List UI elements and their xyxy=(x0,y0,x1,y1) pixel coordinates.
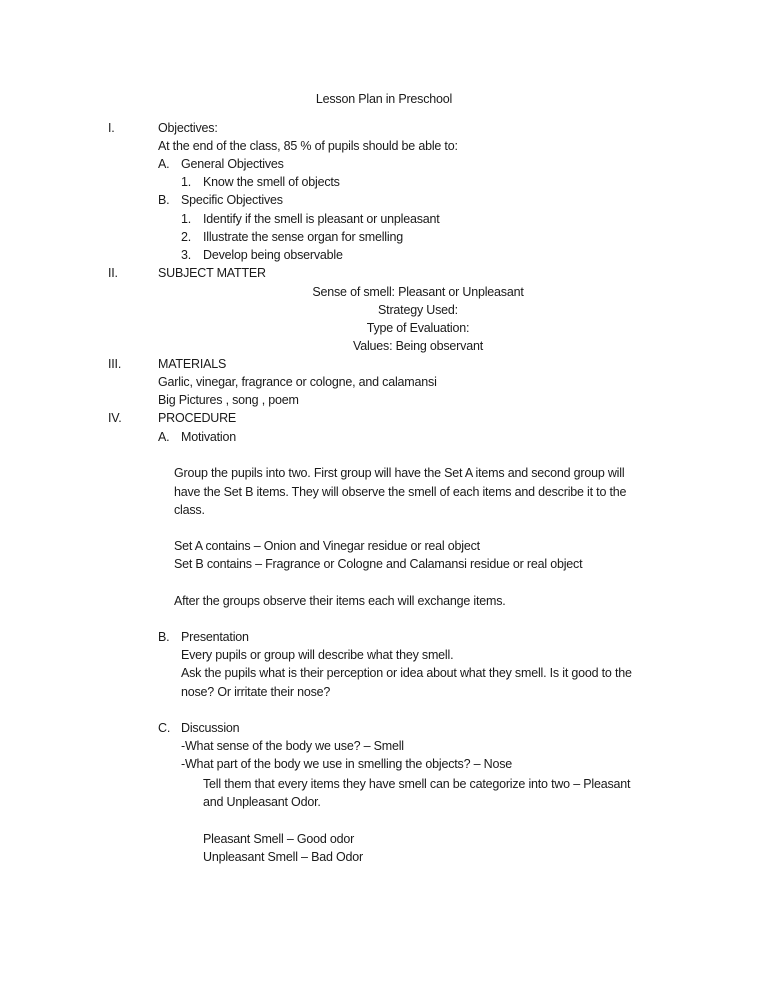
discussion-line: Unpleasant Smell – Bad Odor xyxy=(203,850,363,864)
section-heading-procedure: PROCEDURE xyxy=(158,411,237,425)
discussion-line: and Unpleasant Odor. xyxy=(203,795,321,809)
objectives-intro: At the end of the class, 85 % of pupils should be able to: xyxy=(158,139,458,153)
motivation-line: Set B contains – Fragrance or Cologne and Calamansi residue or real object xyxy=(174,557,583,571)
list-item: Illustrate the sense organ for smelling xyxy=(203,230,403,244)
motivation-heading: Motivation xyxy=(181,430,236,444)
general-objectives-heading: General Objectives xyxy=(181,157,284,171)
discussion-line: -What part of the body we use in smelling the objects? – Nose xyxy=(181,757,513,771)
section-heading-subject-matter: SUBJECT MATTER xyxy=(158,266,266,280)
list-item: Develop being observable xyxy=(203,248,343,262)
subject-line: Type of Evaluation: xyxy=(366,321,470,335)
subject-line: Sense of smell: Pleasant or Unpleasant xyxy=(312,285,524,299)
subsection-label: A. xyxy=(158,430,170,444)
section-numeral: I. xyxy=(108,121,115,135)
materials-line: Big Pictures , song , poem xyxy=(158,393,299,407)
motivation-line: Set A contains – Onion and Vinegar residue or real object xyxy=(174,539,480,553)
motivation-line: class. xyxy=(174,503,205,517)
presentation-line: nose? Or irritate their nose? xyxy=(181,685,331,699)
list-number: 3. xyxy=(181,248,192,262)
section-numeral: II. xyxy=(108,266,118,280)
discussion-line: Pleasant Smell – Good odor xyxy=(203,832,355,846)
section-numeral: III. xyxy=(108,357,122,371)
motivation-line: After the groups observe their items each will exchange items. xyxy=(174,594,506,608)
subsection-label: B. xyxy=(158,193,170,207)
presentation-heading: Presentation xyxy=(181,630,249,644)
presentation-line: Ask the pupils what is their perception or idea about what they smell. Is it good to the xyxy=(181,666,632,680)
section-heading-objectives: Objectives: xyxy=(158,121,218,135)
subsection-label: B. xyxy=(158,630,170,644)
discussion-line: Tell them that every items they have smell can be categorize into two – Pleasant xyxy=(203,777,631,791)
discussion-line: -What sense of the body we use? – Smell xyxy=(181,739,404,753)
list-number: 2. xyxy=(181,230,192,244)
subject-line: Strategy Used: xyxy=(378,303,458,317)
subject-line: Values: Being observant xyxy=(353,339,483,353)
subsection-label: A. xyxy=(158,157,170,171)
motivation-line: have the Set B items. They will observe the smell of each items and describe it to the xyxy=(174,485,627,499)
list-number: 1. xyxy=(181,212,192,226)
materials-line: Garlic, vinegar, fragrance or cologne, and calamansi xyxy=(158,375,437,389)
presentation-line: Every pupils or group will describe what they smell. xyxy=(181,648,454,662)
subsection-label: C. xyxy=(158,721,171,735)
section-numeral: IV. xyxy=(108,411,122,425)
discussion-heading: Discussion xyxy=(181,721,240,735)
page-title: Lesson Plan in Preschool xyxy=(315,92,453,106)
list-item: Identify if the smell is pleasant or unpleasant xyxy=(203,212,440,226)
list-number: 1. xyxy=(181,175,192,189)
specific-objectives-heading: Specific Objectives xyxy=(181,193,283,207)
section-heading-materials: MATERIALS xyxy=(158,357,227,371)
motivation-line: Group the pupils into two. First group will have the Set A items and second group will xyxy=(174,466,625,480)
list-item: Know the smell of objects xyxy=(203,175,340,189)
